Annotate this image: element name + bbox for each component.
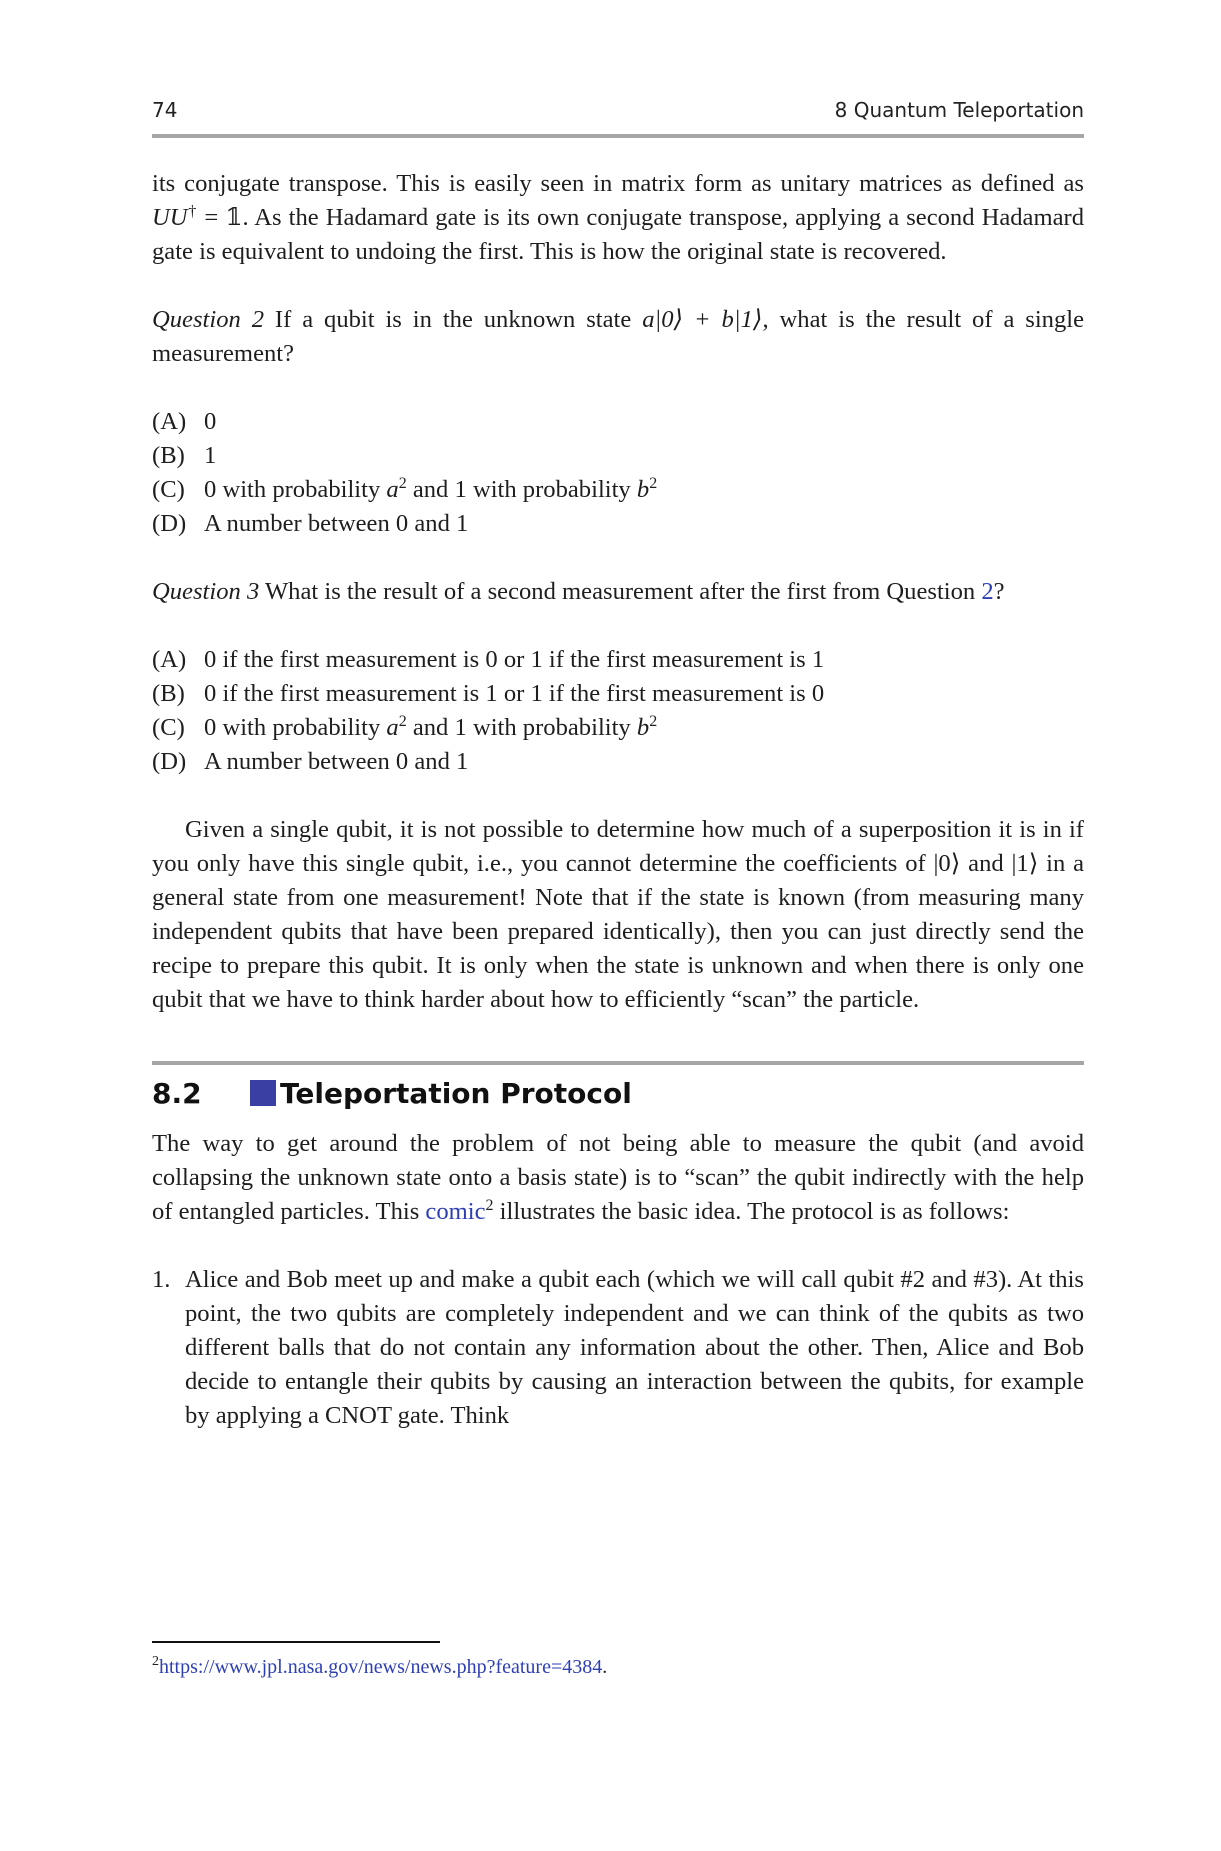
footnote-mark: 2 — [152, 1654, 159, 1669]
question-2: Question 2 If a qubit is in the unknown state a|0⟩ + b|1⟩, what is the result of a single measurement? — [152, 306, 1085, 367]
question-3: Question 3 What is the result of a second measurement after the first from Question 2? — [152, 578, 1005, 605]
main-text — [152, 167, 1084, 1433]
math-uu: UU — [152, 204, 188, 231]
footnote-rule — [152, 1641, 440, 1643]
running-header — [152, 98, 1084, 128]
question-reference-link[interactable]: 2 — [981, 578, 994, 605]
option-c: (C) 0 with probability $a^2$ and 1 with probability $b^2$ — [152, 713, 658, 741]
single-qubit-paragraph: Given a single qubit, it is not possible to determine how much of a superposition it is in if you only have this single qubit, i.e., you cannot determine the coefficients of |0⟩ and |1⟩ in a general state from one measurement! Note that if the state is known (from measuring many independent qubits that have been prepared identically), then you can just directly send the recipe to prepare this qubit. It is only when the state is unknown and when there is only one qubit that we have to think harder about how to efficiently “scan” the particle. — [152, 816, 1084, 1013]
option-d: (D) A number between 0 and 1 — [152, 748, 469, 775]
page-number: 74 — [152, 98, 178, 122]
section-heading — [152, 1065, 1084, 1127]
math-state: a|0⟩ + b|1⟩ — [642, 306, 763, 333]
section-number: 8.2 — [152, 1077, 202, 1110]
question-3-options — [152, 643, 1084, 779]
comic-link[interactable]: comic — [425, 1198, 486, 1225]
header-rule — [152, 134, 1084, 138]
footnote: $^2$https://www.jpl.nasa.gov/news/news.php?feature=4384. — [152, 1654, 608, 1678]
option-b: (B) 0 if the first measurement is 1 or 1 if the first measurement is 0 — [152, 680, 825, 707]
option-a: (A) 0 — [152, 408, 217, 435]
option-b: (B) 1 — [152, 442, 217, 469]
option-a: (A) 0 if the first measurement is 0 or 1 if the first measurement is 1 — [152, 646, 825, 673]
footnote-url-link[interactable]: https://www.jpl.nasa.gov/news/news.php?feature=4384 — [159, 1656, 603, 1678]
question-label: Question 2 — [152, 306, 265, 333]
list-number: 1. — [152, 1266, 171, 1293]
chapter-title: 8 Quantum Teleportation — [834, 98, 1084, 122]
section-square-icon — [250, 1080, 276, 1106]
question-2-options — [152, 405, 1084, 541]
list-item — [152, 1263, 1084, 1433]
question-label: Question 3 — [152, 578, 260, 605]
section-title: Teleportation Protocol — [280, 1077, 632, 1110]
intro-paragraph: its conjugate transpose. This is easily seen in matrix form as unitary matrices as defined as UU† = 𝟙. As the Hadamard gate is its own conjugate transpose, applying a second Hadamard gate is equivalent to undoing the first. This is how the original state is recovered. — [152, 170, 1085, 265]
option-d: (D) A number between 0 and 1 — [152, 510, 469, 537]
protocol-paragraph: The way to get around the problem of not being able to measure the qubit (and avoid collapsing the unknown state onto a basis state) is to “scan” the qubit indirectly with the help of entangled particles. This comic$^2$ illustrates the basic idea. The protocol is as follows: — [152, 1130, 1084, 1225]
option-c: (C) 0 with probability $a^2$ and 1 with probability $b^2$ — [152, 475, 658, 503]
footnote-ref[interactable]: 2 — [485, 1197, 494, 1214]
list-text: Alice and Bob meet up and make a qubit each (which we will call qubit #2 and #3). At this point, the two qubits are completely independent and we can think of the qubits as two different balls that do not contain any information about the other. Then, Alice and Bob decide to entangle their qubits by causing an interaction between the qubits, for example by applying a CNOT gate. Think — [185, 1266, 1084, 1429]
